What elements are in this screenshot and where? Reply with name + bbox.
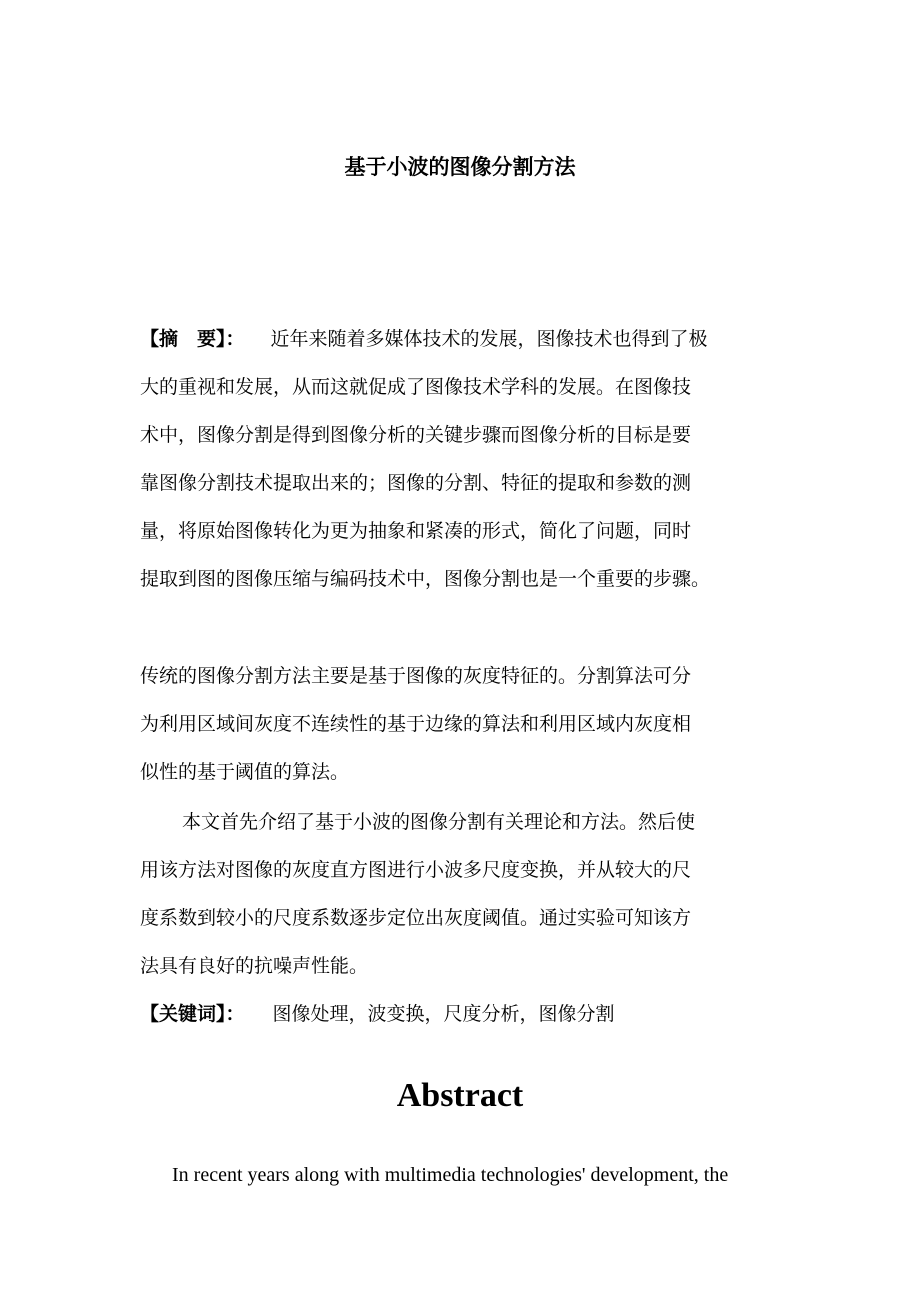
abstract-line-1: 【摘 要】： 近年来随着多媒体技术的发展，图像技术也得到了极 <box>140 328 708 350</box>
abstract-line-6: 提取到图的图像压缩与编码技术中，图像分割也是一个重要的步骤。 <box>140 568 711 590</box>
abstract-line-3: 术中，图像分割是得到图像分析的关键步骤而图像分析的目标是要 <box>140 424 692 446</box>
abstract-line-2: 大的重视和发展，从而这就促成了图像技术学科的发展。在图像技 <box>140 376 692 398</box>
paragraph-line: 似性的基于阈值的算法。 <box>140 761 350 783</box>
paragraph-line: 度系数到较小的尺度系数逐步定位出灰度阈值。通过实验可知该方 <box>140 907 692 929</box>
paragraph-traditional-methods <box>140 652 785 796</box>
paragraph-line: 为利用区域间灰度不连续性的基于边缘的算法和利用区域内灰度相 <box>140 713 692 735</box>
paragraph-line: 用该方法对图像的灰度直方图进行小波多尺度变换，并从较大的尺 <box>140 859 692 881</box>
abstract-line-4: 靠图像分割技术提取出来的；图像的分割、特征的提取和参数的测 <box>140 472 692 494</box>
abstract-line-5: 量，将原始图像转化为更为抽象和紧凑的形式，简化了问题，同时 <box>140 520 692 542</box>
paragraph-line: 法具有良好的抗噪声性能。 <box>140 955 369 977</box>
page-title: 基于小波的图像分割方法 <box>344 155 576 179</box>
keywords <box>140 990 785 1038</box>
keywords-text: 图像处理，波变换，尺度分析，图像分割 <box>272 1003 615 1025</box>
abstract-en-first-line: In recent years along with multimedia technologies' development, the <box>172 1164 729 1186</box>
abstract-cn <box>140 315 785 603</box>
paragraph-this-paper <box>140 798 785 990</box>
paragraph-line: 传统的图像分割方法主要是基于图像的灰度特征的。分割算法可分 <box>140 665 692 687</box>
keywords-line <box>140 990 785 1038</box>
abstract-en-title: Abstract <box>396 1077 524 1114</box>
abstract-label: 【摘 要】： <box>140 328 245 350</box>
paragraph-line: 本文首先介绍了基于小波的图像分割有关理论和方法。然后使 <box>182 811 696 833</box>
keywords-label: 【关键词】： <box>140 1003 245 1025</box>
